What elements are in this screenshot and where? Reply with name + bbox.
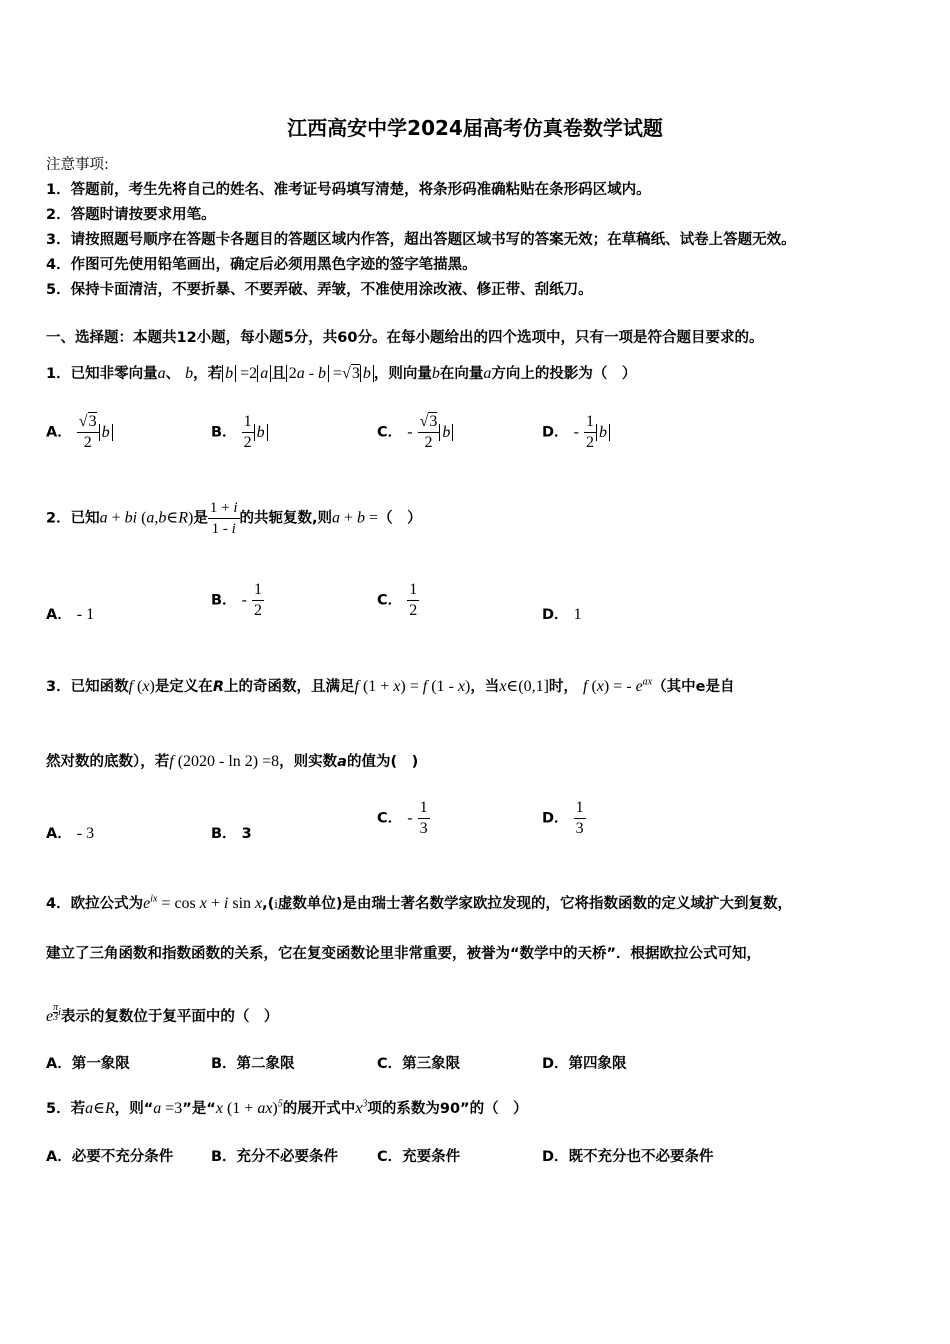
q3-option-d[interactable]: D． $\frac{1}{3}$ [542, 799, 584, 837]
question-4-line-3 [46, 1003, 278, 1026]
q4-text-2: ,( [262, 896, 275, 912]
q1-option-c-label: C． [377, 424, 403, 441]
q3-text-8: ，则实数 [279, 754, 338, 770]
q4-formula-euler: $e^{ix} = \cos x + i$ sin x [143, 893, 263, 912]
q3-option-a[interactable] [46, 822, 94, 843]
q3-text-1: 3．已知函数 [46, 679, 129, 695]
q3-option-b-label: B． [211, 826, 237, 842]
q2-text-2: 是 [193, 510, 208, 527]
q3-option-a-value: - 3 [76, 825, 95, 842]
q4-option-b[interactable]: B．第二象限 [211, 1056, 295, 1072]
q5-text-4: 的展开式中 [282, 1101, 356, 1117]
q2-text-1: 2．已知 [46, 510, 100, 527]
q4-formula-2: e $^{\frac{\pi}{3} i}$ [46, 1002, 61, 1026]
q1-formula-1: b =2 a [222, 365, 271, 382]
q3-option-d-label: D． [542, 810, 569, 827]
q1-option-d[interactable]: D． - $\frac{1}{2}$ b [542, 412, 610, 453]
q2-option-d-label: D． [542, 607, 569, 623]
q4-text-1: 4．欧拉公式为 [46, 896, 144, 912]
notice-item-3: 3．请按照题号顺序在答题卡各题目的答题区域内作答，超出答题区域书写的答案无效；在草稿纸、试卷上答题无效。 [46, 232, 796, 248]
q1-option-a[interactable]: A． $\frac{√3}{2}$ b [46, 412, 113, 453]
notice-heading: 注意事项: [46, 157, 109, 173]
q3-text-9: 的值为( ) [346, 754, 419, 770]
q3-text-4: ，当 [470, 679, 500, 695]
q1-formula-vectors: a [157, 365, 166, 382]
notice-item-1: 1．答题前，考生先将自己的姓名、准考证号码填写清楚，将条形码准确粘贴在条形码区域内。 [46, 182, 651, 198]
question-3-line-2 [46, 750, 418, 771]
q1-text-1: 1．已知非零向量 [46, 366, 158, 382]
section-heading: 一、选择题：本题共12小题，每小题5分，共60分。在每小题给出的四个选项中，只有一项是符合题目要求的。 [46, 330, 764, 346]
question-4-line-1 [46, 892, 792, 913]
q3-option-c[interactable]: C． - $\frac{1}{3}$ [377, 799, 428, 837]
q1-formula-2: 2a - b =√3 b [286, 364, 374, 382]
q3-option-b[interactable] [211, 822, 252, 843]
q2-option-a-value: - 1 [76, 606, 95, 623]
q3-a-symbol: a [337, 754, 347, 770]
q1-option-a-label: A． [46, 424, 72, 441]
q3-option-a-label: A． [46, 826, 72, 842]
q1-text-3: 且 [271, 366, 286, 382]
q3-text-7: 然对数的底数），若 [46, 754, 170, 770]
question-1: 1．已知非零向量a、 b，若 b =2 a 且 2a - b =√3 b ，则向量b在向量a方向上的投影为（ ） [46, 365, 637, 382]
q2-option-c-label: C． [377, 592, 403, 609]
q5-text-3: ”是“ [182, 1101, 216, 1117]
q3-r-symbol: R [212, 679, 224, 695]
q1-text-5: 在向量 [439, 366, 484, 382]
q2-text-3: 的共轭复数,则 [239, 510, 333, 527]
q4-option-d[interactable]: D．第四象限 [542, 1056, 627, 1072]
q4-text-4: 表示的复数位于复平面中的（ ） [60, 1009, 279, 1026]
q5-option-c[interactable]: C．充要条件 [377, 1149, 461, 1165]
q3-text-3: 上的奇函数，且满足 [223, 679, 355, 695]
notice-item-5: 5．保持卡面清洁，不要折暴、不要弄破、弄皱，不准使用涂改液、修正带、刮纸刀。 [46, 282, 593, 298]
q4-option-a[interactable]: A．第一象限 [46, 1056, 130, 1072]
notice-item-4: 4．作图可先使用铅笔画出，确定后必须用黑色字迹的签字笔描黑。 [46, 257, 477, 273]
q4-i-symbol: i [274, 896, 278, 911]
q5-text-5: 项的系数为90”的（ ） [367, 1101, 528, 1117]
q2-option-d-value: 1 [573, 606, 582, 623]
q2-text-4: （ ） [378, 510, 422, 527]
page-title: 江西高安中学2024届高考仿真卷数学试题 [287, 116, 663, 140]
q2-formula-1: a + bi (a,b∈R) [99, 509, 194, 527]
q3-formula-2: f (x) = - $e^{ax}$ [582, 676, 653, 695]
q1-text-6: 方向上的投影为（ ） [491, 366, 637, 382]
q4-text-3: 虚数单位)是由瑞士著名数学家欧拉发现的，它将指数函数的定义域扩大到复数， [277, 896, 793, 912]
q4-option-c[interactable]: C．第三象限 [377, 1056, 461, 1072]
q1-option-d-label: D． [542, 424, 569, 441]
q1-option-b[interactable]: B． $\frac{1}{2}$ b [211, 412, 268, 453]
q1-text-2: ，若 [193, 366, 223, 382]
q5-option-d[interactable]: D．既不充分也不必要条件 [542, 1149, 714, 1165]
q3-formula-1: f (1 + x) = f (1 - x) [354, 678, 471, 695]
q2-option-d[interactable] [542, 603, 582, 624]
q3-formula-3: f (2020 - ln 2) =8 [169, 753, 280, 770]
q2-option-b-label: B． [211, 592, 237, 609]
q3-text-6: （其中e是自 [652, 679, 735, 695]
question-4-line-2: 建立了三角函数和指数函数的关系，它在复变函数论里非常重要，被誉为“数学中的天桥”．根据欧拉公式可知， [46, 946, 762, 962]
question-5: 5．若a∈R，则“a =3”是“x (1 + ax)$^5$的展开式中$x^3$项的系数为90”的（ ） [46, 1098, 528, 1117]
question-2: 2．已知a + bi (a,b∈R)是 $\frac{1 + i}{1 - i}$ 的共轭复数,则a + b =（ ） [46, 500, 422, 537]
q1-option-c[interactable]: C． - $\frac{√3}{2}$ b [377, 412, 453, 453]
q5-text-2: ，则“ [114, 1101, 154, 1117]
q5-option-a[interactable]: A．必要不充分条件 [46, 1149, 174, 1165]
question-3-line-1: 3．已知函数f (x)是定义在R上的奇函数，且满足f (1 + x) = f (1 - x)，当x∈(0,1]时， f (x) = - $e^{ax}$（其中e是自 [46, 676, 735, 695]
q3-text-5: 时， [548, 679, 578, 695]
q5-formula-1: x (1 + ax)$^5$ [215, 1098, 283, 1117]
notice-item-2: 2．答题时请按要求用笔。 [46, 207, 216, 223]
q2-option-a-label: A． [46, 607, 72, 623]
q1-text-4: ，则向量 [373, 366, 432, 382]
q1-option-b-label: B． [211, 424, 237, 441]
q5-option-b[interactable]: B．充分不必要条件 [211, 1149, 339, 1165]
q2-option-c[interactable]: C． $\frac{1}{2}$ [377, 581, 418, 619]
q2-option-b[interactable]: B． - $\frac{1}{2}$ [211, 581, 263, 619]
q5-text-1: 5．若 [46, 1101, 86, 1117]
q3-option-c-label: C． [377, 810, 403, 827]
q2-option-a[interactable] [46, 603, 94, 624]
q3-option-b-value: 3 [241, 826, 252, 842]
q3-text-2: 是定义在 [154, 679, 213, 695]
